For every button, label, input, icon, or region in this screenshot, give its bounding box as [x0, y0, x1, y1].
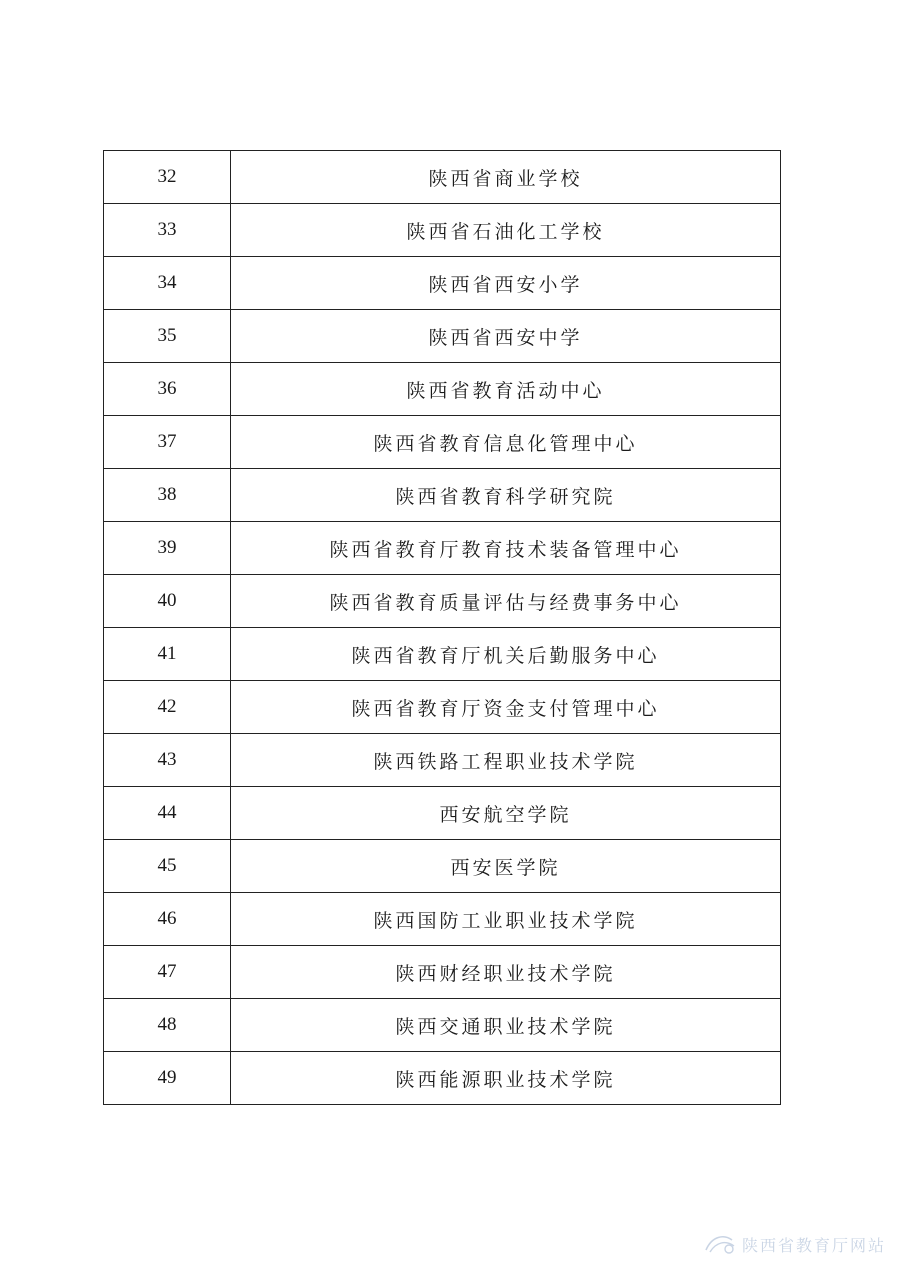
- row-number: 40: [104, 575, 231, 628]
- table-row: [104, 575, 781, 628]
- institution-name: 陕西省教育活动中心: [231, 363, 781, 416]
- row-number: 44: [104, 787, 231, 840]
- row-number: 34: [104, 257, 231, 310]
- watermark-text: 陕西省教育厅网站: [741, 1235, 886, 1255]
- table-row: [104, 840, 781, 893]
- table-row: [104, 734, 781, 787]
- institution-table: [103, 150, 781, 1105]
- table-row: [104, 363, 781, 416]
- institution-name: 陕西能源职业技术学院: [231, 1052, 781, 1105]
- row-number: 42: [104, 681, 231, 734]
- table-row: [104, 946, 781, 999]
- institution-name: 陕西省石油化工学校: [231, 204, 781, 257]
- institution-name: 西安航空学院: [231, 787, 781, 840]
- table-row: [104, 257, 781, 310]
- row-number: 46: [104, 893, 231, 946]
- site-logo-icon: [702, 1232, 738, 1256]
- row-number: 48: [104, 999, 231, 1052]
- row-number: 41: [104, 628, 231, 681]
- table-row: [104, 151, 781, 204]
- table-row: [104, 999, 781, 1052]
- institution-name: 陕西省教育科学研究院: [231, 469, 781, 522]
- row-number: 49: [104, 1052, 231, 1105]
- table-row: [104, 787, 781, 840]
- institution-name: 陕西省教育信息化管理中心: [231, 416, 781, 469]
- table-row: [104, 204, 781, 257]
- institution-name: 陕西交通职业技术学院: [231, 999, 781, 1052]
- table-row: [104, 522, 781, 575]
- row-number: 35: [104, 310, 231, 363]
- table-row: [104, 1052, 781, 1105]
- row-number: 33: [104, 204, 231, 257]
- institution-name: 西安医学院: [231, 840, 781, 893]
- row-number: 36: [104, 363, 231, 416]
- table-row: [104, 469, 781, 522]
- institution-name: 陕西省西安中学: [231, 310, 781, 363]
- institution-name: 陕西省教育厅教育技术装备管理中心: [231, 522, 781, 575]
- institution-name: 陕西国防工业职业技术学院: [231, 893, 781, 946]
- row-number: 38: [104, 469, 231, 522]
- table-row: [104, 893, 781, 946]
- table-row: [104, 681, 781, 734]
- table-row: [104, 416, 781, 469]
- row-number: 37: [104, 416, 231, 469]
- table-row: [104, 310, 781, 363]
- institution-name: 陕西省教育厅机关后勤服务中心: [231, 628, 781, 681]
- institution-name: 陕西省教育厅资金支付管理中心: [231, 681, 781, 734]
- table-row: [104, 628, 781, 681]
- institution-name: 陕西财经职业技术学院: [231, 946, 781, 999]
- row-number: 43: [104, 734, 231, 787]
- row-number: 47: [104, 946, 231, 999]
- table-body: [104, 151, 781, 1105]
- row-number: 32: [104, 151, 231, 204]
- institution-name: 陕西省商业学校: [231, 151, 781, 204]
- institution-name: 陕西省西安小学: [231, 257, 781, 310]
- institution-name: 陕西省教育质量评估与经费事务中心: [231, 575, 781, 628]
- watermark: [702, 1232, 886, 1256]
- row-number: 45: [104, 840, 231, 893]
- institution-name: 陕西铁路工程职业技术学院: [231, 734, 781, 787]
- row-number: 39: [104, 522, 231, 575]
